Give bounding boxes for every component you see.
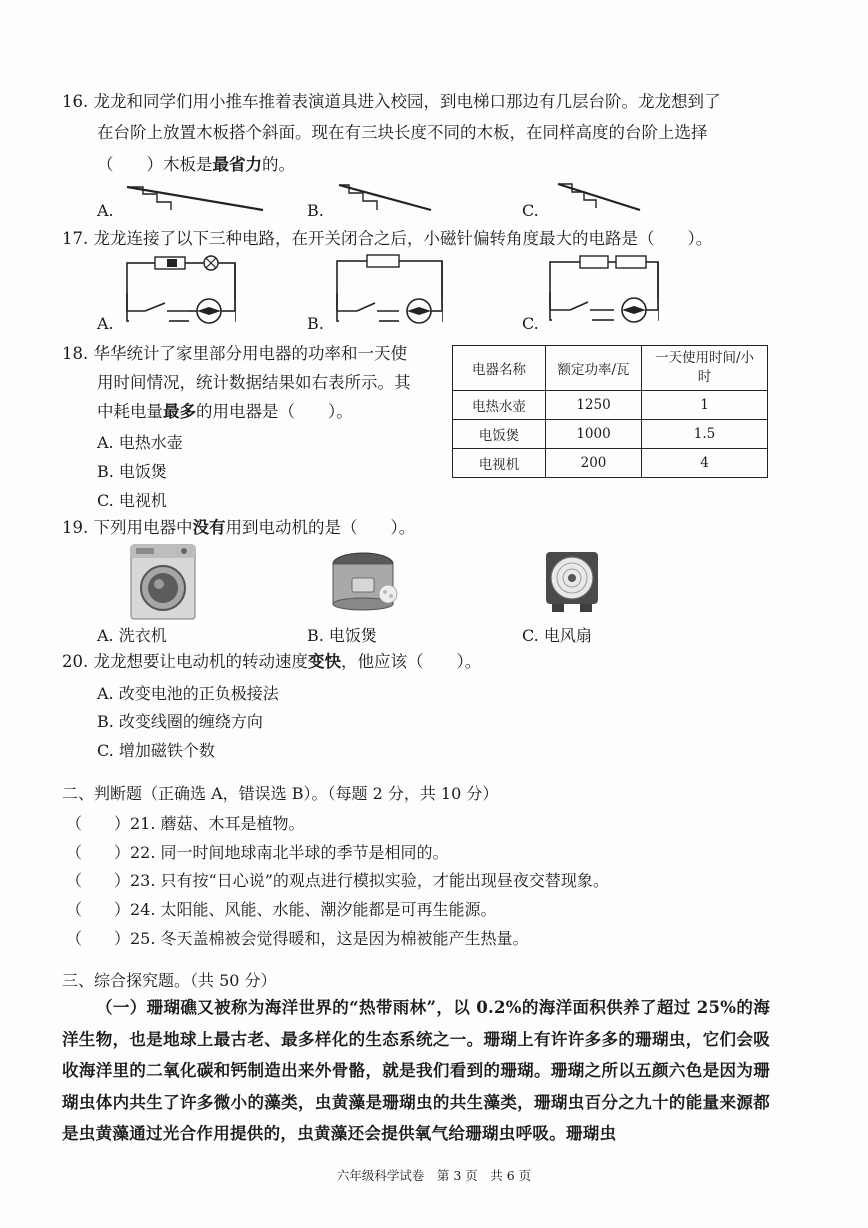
judgment-item[interactable]: （ ）21. 蘑菇、木耳是植物。 xyxy=(66,814,305,833)
q17-option-b[interactable]: B. xyxy=(307,314,324,333)
table-row xyxy=(453,449,768,478)
q20-option-c[interactable]: C. 增加磁铁个数 xyxy=(97,741,215,760)
table-cell: 4 xyxy=(642,449,768,478)
q16-option-c[interactable]: C. xyxy=(522,201,539,220)
q16-option-b[interactable]: B. xyxy=(307,201,324,220)
q18-line3: 中耗电量最多的用电器是（ ）。 xyxy=(97,402,353,421)
q20-text: 20. 龙龙想要让电动机的转动速度变快，他应该（ ）。 xyxy=(62,652,482,671)
table-row xyxy=(453,391,768,420)
table-cell: 1.5 xyxy=(642,420,768,449)
table-header: 额定功率/瓦 xyxy=(546,346,642,391)
table-cell: 200 xyxy=(546,449,642,478)
judgment-item[interactable]: （ ）24. 太阳能、风能、水能、潮汐能都是可再生能源。 xyxy=(66,900,497,919)
table-cell: 电视机 xyxy=(453,449,546,478)
ramp-a-figure xyxy=(113,182,268,216)
q16-emphasis: 最省力 xyxy=(212,155,262,174)
table-header: 电器名称 xyxy=(453,346,546,391)
table-cell: 1000 xyxy=(546,420,642,449)
q18-option-b[interactable]: B. 电饭煲 xyxy=(97,462,167,481)
table-cell: 电热水壶 xyxy=(453,391,546,420)
q16-line2: 在台阶上放置木板搭个斜面。现在有三块长度不同的木板，在同样高度的台阶上选择 xyxy=(97,123,708,142)
table-cell: 电饭煲 xyxy=(453,420,546,449)
q18-line1: 18. 华华统计了家里部分用电器的功率和一天使 xyxy=(62,344,407,363)
ramp-b-figure xyxy=(325,182,435,216)
q17-option-c[interactable]: C. xyxy=(522,314,539,333)
q18-option-a[interactable]: A. 电热水壶 xyxy=(97,433,183,452)
ramp-c-figure xyxy=(548,180,643,216)
q17-option-a[interactable]: A. xyxy=(97,314,114,333)
section2-title: 二、判断题（正确选 A，错误选 B）。（每题 2 分，共 10 分） xyxy=(62,784,499,803)
q16-line1: 16. 龙龙和同学们用小推车推着表演道具进入校园，到电梯口那边有几层台阶。龙龙想到了 xyxy=(62,92,721,111)
table-row xyxy=(453,420,768,449)
table-header: 一天使用时间/小时 xyxy=(642,346,768,391)
q19-option-c[interactable]: C. 电风扇 xyxy=(522,626,592,645)
table-cell: 1250 xyxy=(546,391,642,420)
q16-line3: （ ）木板是最省力的。 xyxy=(97,155,295,174)
electric-fan-image xyxy=(542,550,602,616)
rice-cooker-image xyxy=(330,550,400,612)
q17-text: 17. 龙龙连接了以下三种电路，在开关闭合之后，小磁针偏转角度最大的电路是（ ）。 xyxy=(62,229,713,248)
q19-option-a[interactable]: A. 洗衣机 xyxy=(97,626,167,645)
table-cell: 1 xyxy=(642,391,768,420)
q16-option-a[interactable]: A. xyxy=(97,201,114,220)
appliance-table xyxy=(452,345,768,478)
circuit-a-figure xyxy=(125,253,240,328)
section3-paragraph: （一）珊瑚礁又被称为海洋世界的“热带雨林”，以 0.2%的海洋面积供养了超过 25%的海洋生物，也是地球上最古老、最多样化的生态系统之一。珊瑚上有许许多多的珊瑚虫，它们会吸收海洋里的二氧化碳和钙制造出来外骨骼，就是我们看到的珊瑚。珊瑚之所以五颜六色是因为珊瑚虫体内共生了许多微小的藻类，虫黄藻是珊瑚虫的共生藻类，珊瑚虫百分之九十的能量来源都是虫黄藻通过光合作用提供的，虫黄藻还会提供氧气给珊瑚虫呼吸。珊瑚虫 xyxy=(62,998,770,1143)
circuit-c-figure xyxy=(548,252,663,328)
q20-option-a[interactable]: A. 改变电池的正负极接法 xyxy=(97,684,279,703)
section3-title: 三、综合探究题。（共 50 分） xyxy=(62,971,277,990)
q19-text: 19. 下列用电器中没有用到电动机的是（ ）。 xyxy=(62,518,416,537)
q18-option-c[interactable]: C. 电视机 xyxy=(97,491,167,510)
judgment-item[interactable]: （ ）25. 冬天盖棉被会觉得暖和，这是因为棉被能产生热量。 xyxy=(66,929,529,948)
q20-option-b[interactable]: B. 改变线圈的缠绕方向 xyxy=(97,712,263,731)
q19-option-b[interactable]: B. 电饭煲 xyxy=(307,626,377,645)
washing-machine-image xyxy=(128,543,200,621)
circuit-b-figure xyxy=(335,253,447,328)
judgment-item[interactable]: （ ）22. 同一时间地球南北半球的季节是相同的。 xyxy=(66,843,449,862)
judgment-item[interactable]: （ ）23. 只有按“日心说”的观点进行模拟实验，才能出现昼夜交替现象。 xyxy=(66,871,609,890)
table-header-row xyxy=(453,346,768,391)
q18-line2: 用时间情况，统计数据结果如右表所示。其 xyxy=(97,373,411,392)
page-footer: 六年级科学试卷 第 3 页 共 6 页 xyxy=(336,1168,532,1183)
